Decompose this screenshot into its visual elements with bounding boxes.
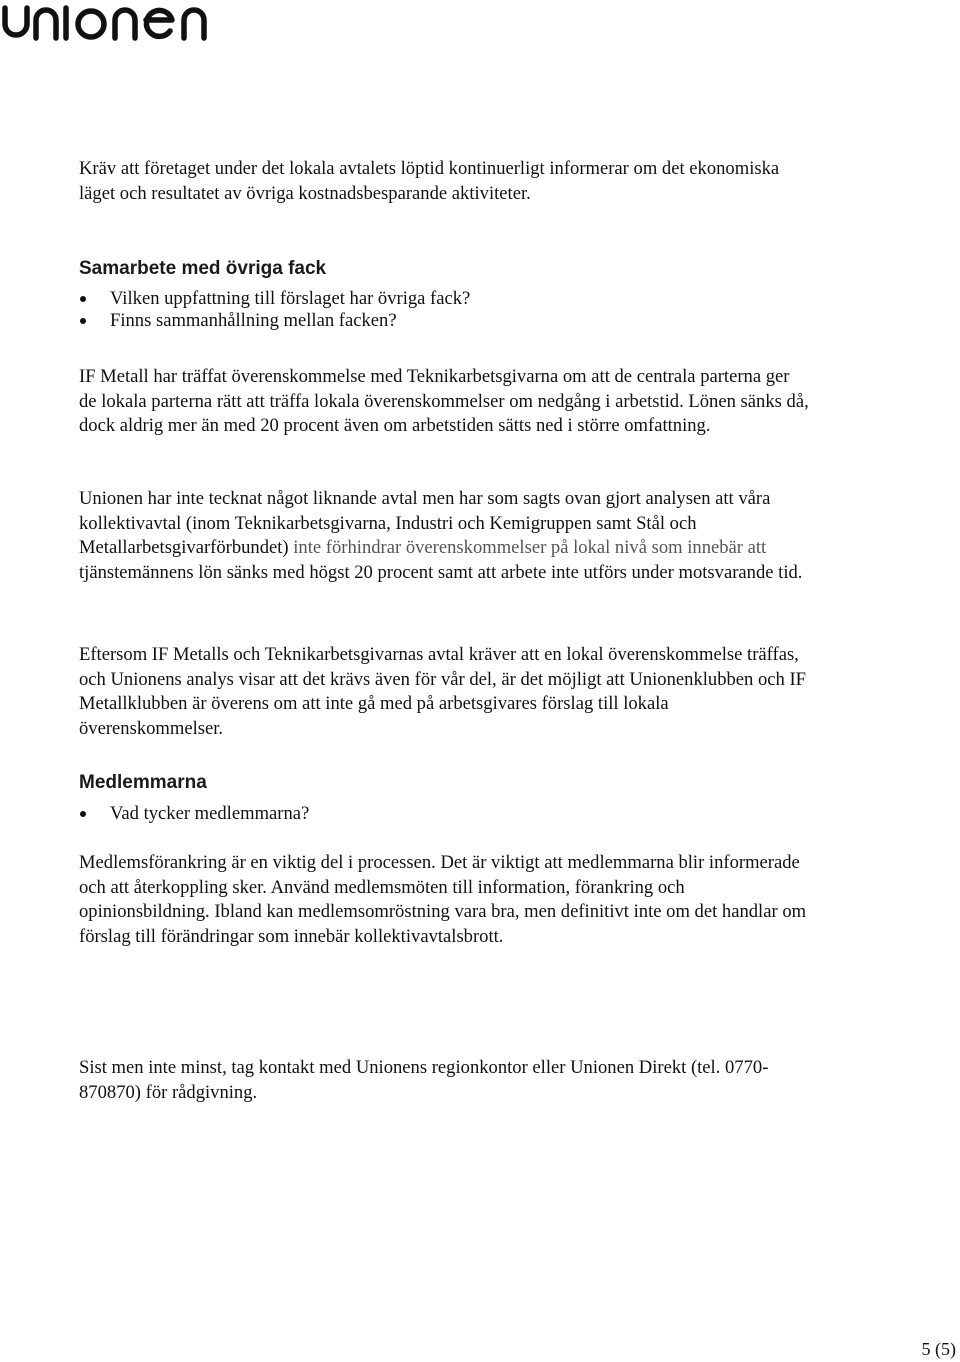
section-heading-samarbete: Samarbete med övriga fack [79, 258, 327, 279]
medlemmarna-bullet-list [79, 803, 309, 825]
list-item-text: Vad tycker medlemmarna? [110, 803, 310, 824]
bullet-icon [80, 318, 86, 324]
unionen-paragraph-part2: inte förhindrar överenskommelser på lokal nivå som innebär att [293, 537, 767, 559]
samarbete-bullet-list [79, 288, 470, 332]
intro-paragraph: Kräv att företaget under det lokala avtalets löptid kontinuerligt informerar om det ekonomiska läget och resultatet av övriga kostnadsbesparande aktiviteter. [79, 158, 780, 204]
eftersom-paragraph: Eftersom IF Metalls och Teknikarbetsgivarnas avtal kräver att en lokal överenskommelse träffas, och Unionens analys visar att det krävs även för vår del, är det möjligt att Unionenklubben och IF Metallklubben är överens om att inte gå med på arbetsgivares förslag till lokala överenskommelser. [79, 644, 807, 739]
closing-paragraph: Sist men inte minst, tag kontakt med Unionens regionkontor eller Unionen Direkt (tel. 0770-870870) för rådgivning. [79, 1057, 769, 1103]
unionen-paragraph [79, 487, 809, 585]
unionen-logo [0, 0, 232, 44]
list-item-text: Vilken uppfattning till förslaget har övriga fack? [110, 288, 471, 309]
unionen-wordmark-icon [5, 8, 204, 38]
unionen-paragraph-part1: Unionen har inte tecknat något liknande avtal men har som sagts ovan gjort analysen att våra kollektivavtal (inom Teknikarbetsgivarna, Industri och Kemigruppen samt Stål och Metallarbetsgivarförbundet) [79, 488, 771, 559]
list-item [79, 288, 470, 310]
page-number: 5 (5) [921, 1339, 956, 1359]
list-item-text: Finns sammanhållning mellan facken? [110, 310, 397, 331]
section-heading-medlemmarna: Medlemmarna [79, 772, 207, 793]
ifmetall-paragraph: IF Metall har träffat överenskommelse med Teknikarbetsgivarna om att de centrala parterna ger de lokala parterna rätt att träffa lokala överenskommelser om nedgång i arbetstid. Lönen sänks då, dock aldrig mer än med 20 procent även om arbetstiden sätts ned i större omfattning. [79, 366, 809, 437]
bullet-icon [80, 811, 86, 817]
forankring-paragraph: Medlemsförankring är en viktig del i processen. Det är viktigt att medlemmarna blir informerade och att återkoppling sker. Använd medlemsmöten till information, förankring och opinionsbildning. Ibland kan medlemsomröstning vara bra, men definitivt inte om det handlar om förslag till förändringar som innebär kollektivavtalsbrott. [79, 852, 807, 947]
bullet-icon [80, 296, 86, 302]
unionen-paragraph-part3: tjänstemännens lön sänks med högst 20 procent samt att arbete inte utförs under motsvarande tid. [79, 561, 803, 583]
list-item [79, 803, 309, 825]
list-item [79, 310, 470, 332]
